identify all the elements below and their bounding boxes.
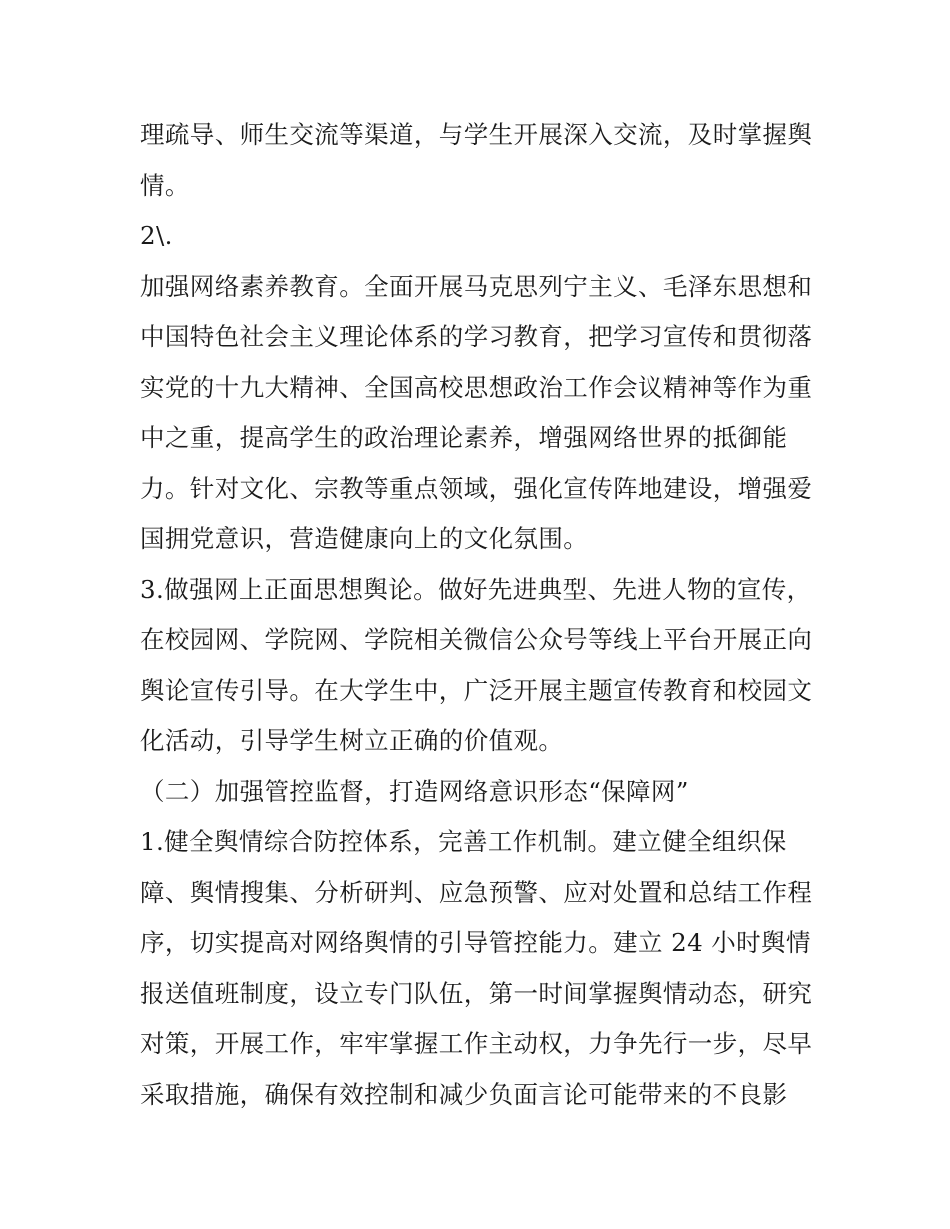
text-line: 化活动，引导学生树立正确的价值观。 <box>140 726 564 755</box>
text-line: 加强网络素养教育。全面开展马克思列宁主义、毛泽东思想和 <box>140 271 813 301</box>
text-line: 舆论宣传引导。在大学生中，广泛开展主题宣传教育和校园文 <box>140 675 813 705</box>
text-line: 力。针对文化、宗教等重点领域，强化宣传阵地建设，增强爱 <box>140 473 813 503</box>
text-line: 情。 <box>140 170 190 200</box>
text-line: 在校园网、学院网、学院相关微信公众号等线上平台开展正向 <box>140 625 813 654</box>
text-line: 采取措施，确保有效控制和减少负面言论可能带来的不良影 <box>140 1079 788 1109</box>
section-heading: （二）加强管控监督，打造网络意识形态“保障网” <box>140 776 689 806</box>
text-line: 理疏导、师生交流等渠道，与学生开展深入交流，及时掌握舆 <box>140 120 813 149</box>
text-line: 对策，开展工作，牢牢掌握工作主动权，力争先行一步，尽早 <box>140 1029 813 1058</box>
text-line: 3.做强网上正面思想舆论。做好先进典型、先进人物的宣传， <box>140 574 812 604</box>
section-number: 2\. <box>140 221 173 250</box>
text-line: 国拥党意识，营造健康向上的文化氛围。 <box>140 524 589 553</box>
body-text <box>140 110 830 1120</box>
text-line: 障、舆情搜集、分析研判、应急预警、应对处置和总结工作程 <box>140 877 813 907</box>
text-line: 1.健全舆情综合防控体系，完善工作机制。建立健全组织保 <box>140 827 787 856</box>
text-line: 序，切实提高对网络舆情的引导管控能力。建立 24 小时舆情 <box>140 928 811 957</box>
text-line: 中之重，提高学生的政治理论素养，增强网络世界的抵御能 <box>140 423 788 452</box>
text-line: 实党的十九大精神、全国高校思想政治工作会议精神等作为重 <box>140 372 813 402</box>
text-line: 报送值班制度，设立专门队伍，第一时间掌握舆情动态，研究 <box>140 978 813 1008</box>
text-line: 中国特色社会主义理论体系的学习教育，把学习宣传和贯彻落 <box>140 322 813 351</box>
